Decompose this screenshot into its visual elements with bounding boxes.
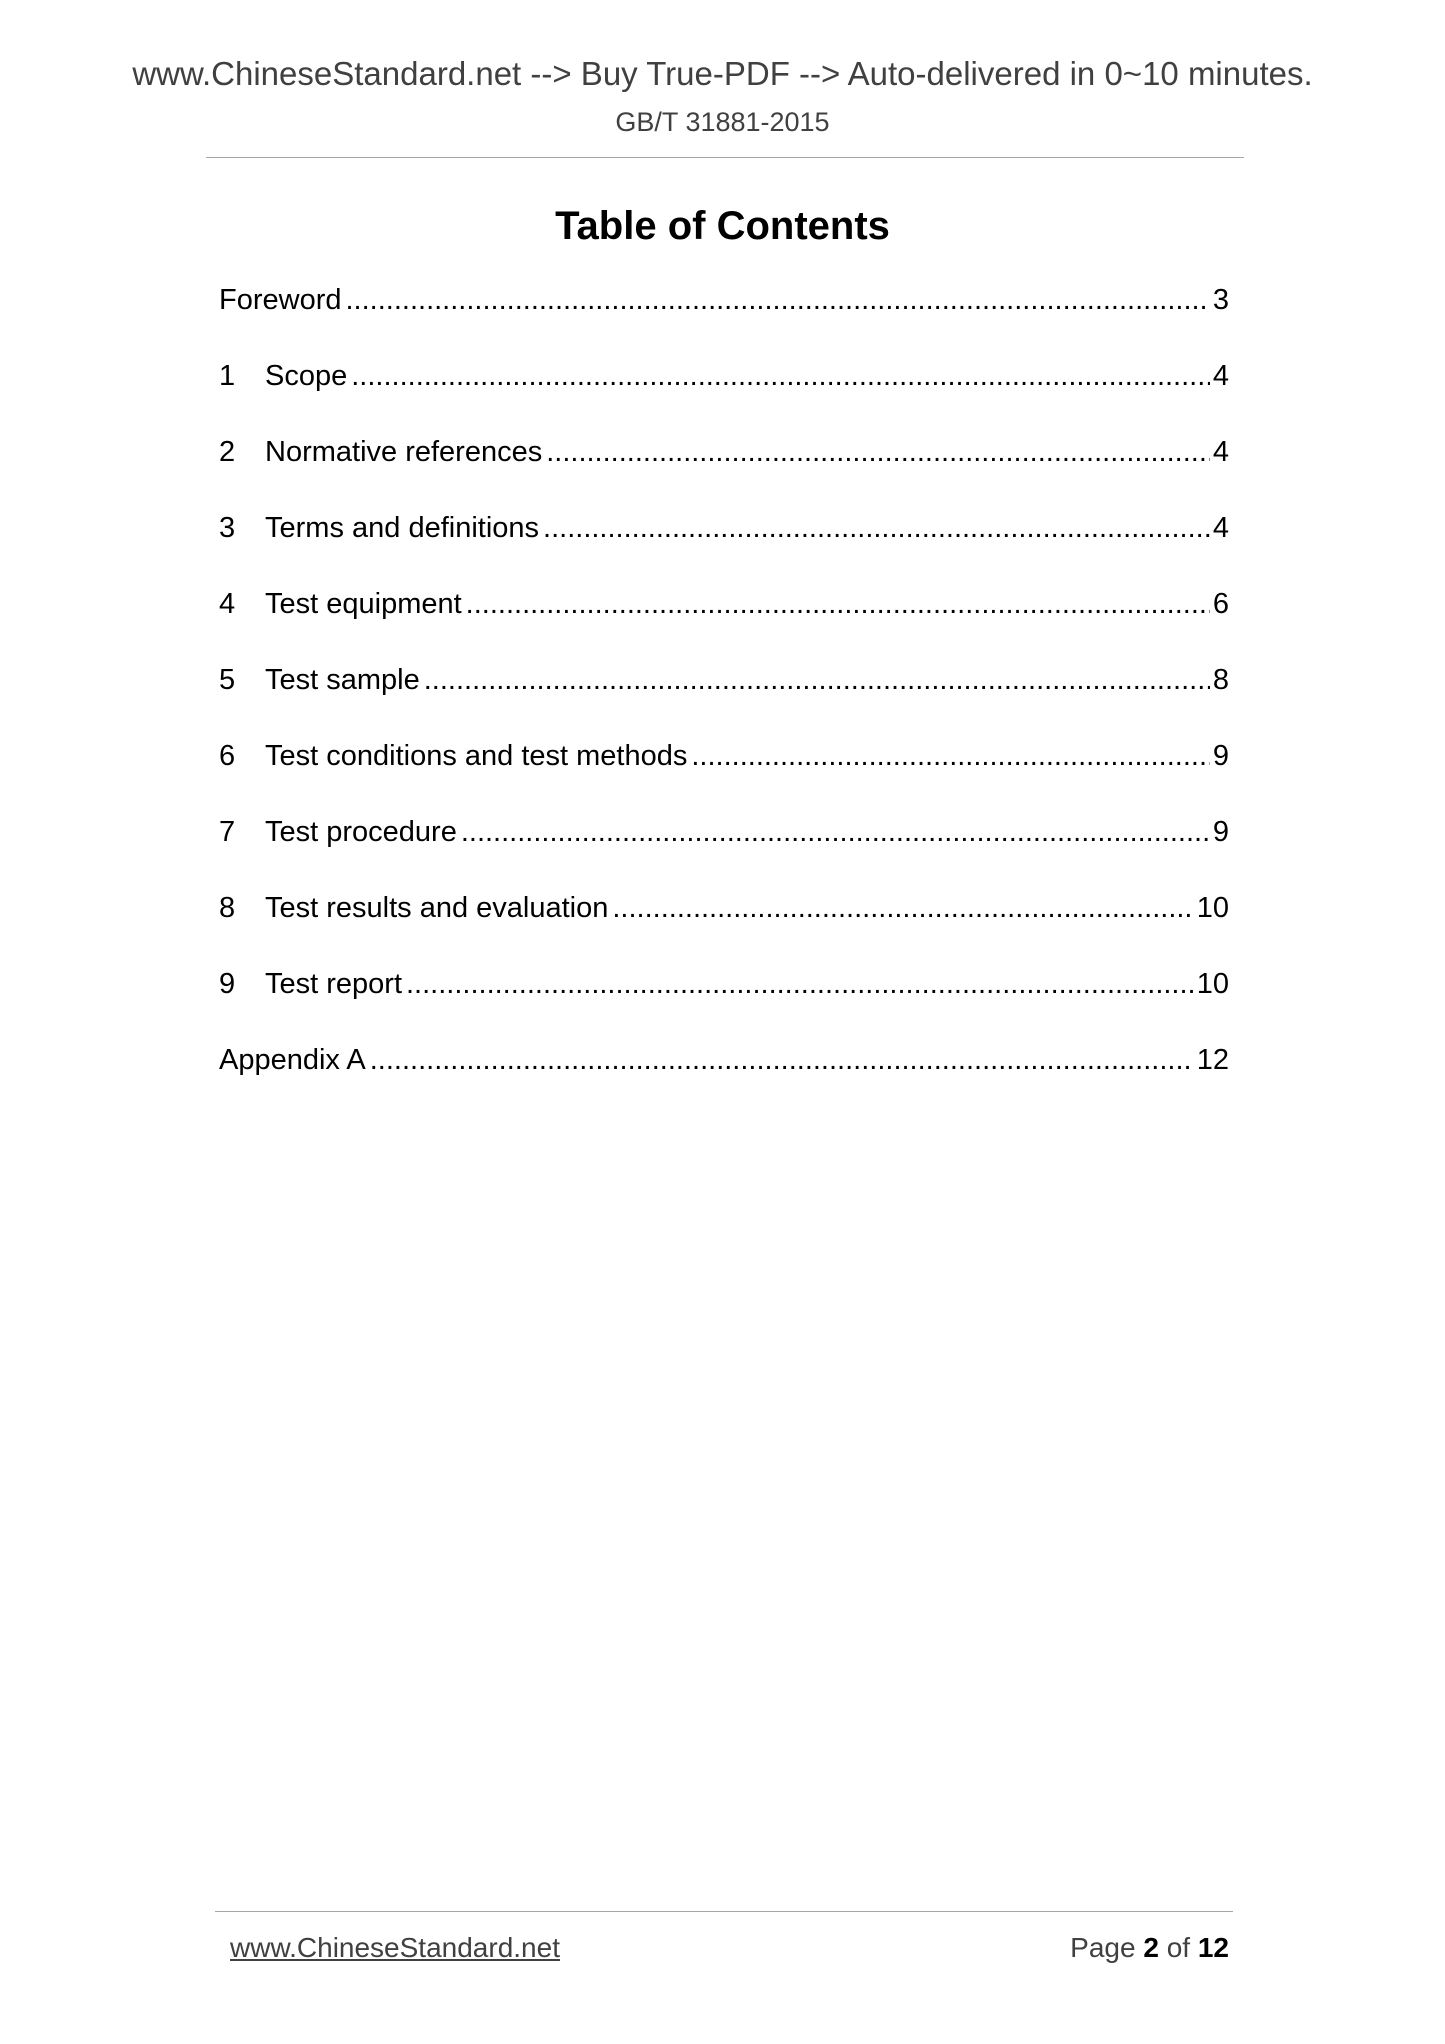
- page-separator: of: [1166, 1932, 1191, 1963]
- toc-entry-test-report[interactable]: [219, 964, 1229, 1004]
- toc-entry-page: 9: [1212, 740, 1229, 772]
- toc-entry-number: 5: [219, 664, 236, 696]
- footer-divider: [215, 1911, 1233, 1912]
- header-divider: [206, 157, 1244, 158]
- toc-entry-number: 1: [219, 360, 236, 392]
- toc-entry-page: 3: [1212, 284, 1229, 316]
- toc-leader-dots: [346, 280, 1210, 320]
- toc-leader-dots: [424, 660, 1210, 700]
- toc-entry-text: Scope: [265, 360, 348, 392]
- toc-entry-number: 2: [219, 436, 236, 468]
- toc-entry-page: 8: [1212, 664, 1229, 696]
- toc-entry-text: Test results and evaluation: [265, 892, 609, 924]
- toc-entry-test-equipment[interactable]: [219, 584, 1229, 624]
- page-number: [1070, 1930, 1229, 1966]
- toc-entry-page: 4: [1212, 360, 1229, 392]
- toc-leader-dots: [691, 736, 1210, 776]
- toc-leader-dots: [466, 584, 1210, 624]
- toc-leader-dots: [612, 888, 1193, 928]
- total-pages: 12: [1197, 1932, 1229, 1963]
- toc-entry-number: 8: [219, 892, 236, 924]
- toc-leader-dots: [406, 964, 1194, 1004]
- toc-entry-text: Test procedure: [265, 816, 457, 848]
- toc-entry-test-sample[interactable]: [219, 660, 1229, 700]
- toc-entry-test-procedure[interactable]: [219, 812, 1229, 852]
- page-prefix: Page: [1070, 1932, 1136, 1963]
- toc-leader-dots: [461, 812, 1210, 852]
- toc-leader-dots: [351, 356, 1210, 396]
- toc-entry-appendix-a[interactable]: [219, 1040, 1229, 1080]
- toc-entry-page: 10: [1196, 968, 1229, 1000]
- toc-entry-page: 4: [1212, 512, 1229, 544]
- table-of-contents: [219, 280, 1229, 1116]
- site-banner: www.ChineseStandard.net --> Buy True-PDF --> Auto-delivered in 0~10 minutes.: [132, 55, 1313, 92]
- toc-entry-text: Terms and definitions: [265, 512, 540, 544]
- toc-entry-number: 4: [219, 588, 236, 620]
- toc-entry-text: Normative references: [265, 436, 543, 468]
- toc-entry-text: Test conditions and test methods: [265, 740, 688, 772]
- current-page: 2: [1143, 1932, 1159, 1963]
- toc-title: Table of Contents: [555, 204, 890, 248]
- toc-leader-dots: [370, 1040, 1194, 1080]
- toc-entry-test-conditions[interactable]: [219, 736, 1229, 776]
- toc-leader-dots: [546, 432, 1210, 472]
- toc-entry-terms-and-definitions[interactable]: [219, 508, 1229, 548]
- toc-entry-text: Foreword: [219, 284, 342, 316]
- toc-entry-number: 3: [219, 512, 236, 544]
- toc-entry-normative-references[interactable]: [219, 432, 1229, 472]
- footer-website-link[interactable]: www.ChineseStandard.net: [230, 1932, 560, 1963]
- toc-entry-foreword[interactable]: [219, 280, 1229, 320]
- toc-entry-number: 9: [219, 968, 236, 1000]
- toc-entry-page: 12: [1196, 1044, 1229, 1076]
- toc-entry-page: 10: [1196, 892, 1229, 924]
- toc-leader-dots: [543, 508, 1210, 548]
- standard-code: GB/T 31881-2015: [615, 107, 830, 137]
- toc-entry-text: Test equipment: [265, 588, 462, 620]
- toc-entry-test-results[interactable]: [219, 888, 1229, 928]
- toc-entry-text: Test sample: [265, 664, 420, 696]
- toc-entry-number: 6: [219, 740, 236, 772]
- toc-entry-text: Appendix A: [219, 1044, 366, 1076]
- toc-entry-page: 6: [1212, 588, 1229, 620]
- toc-entry-number: 7: [219, 816, 236, 848]
- toc-entry-scope[interactable]: [219, 356, 1229, 396]
- toc-entry-text: Test report: [265, 968, 402, 1000]
- toc-entry-page: 9: [1212, 816, 1229, 848]
- toc-entry-page: 4: [1212, 436, 1229, 468]
